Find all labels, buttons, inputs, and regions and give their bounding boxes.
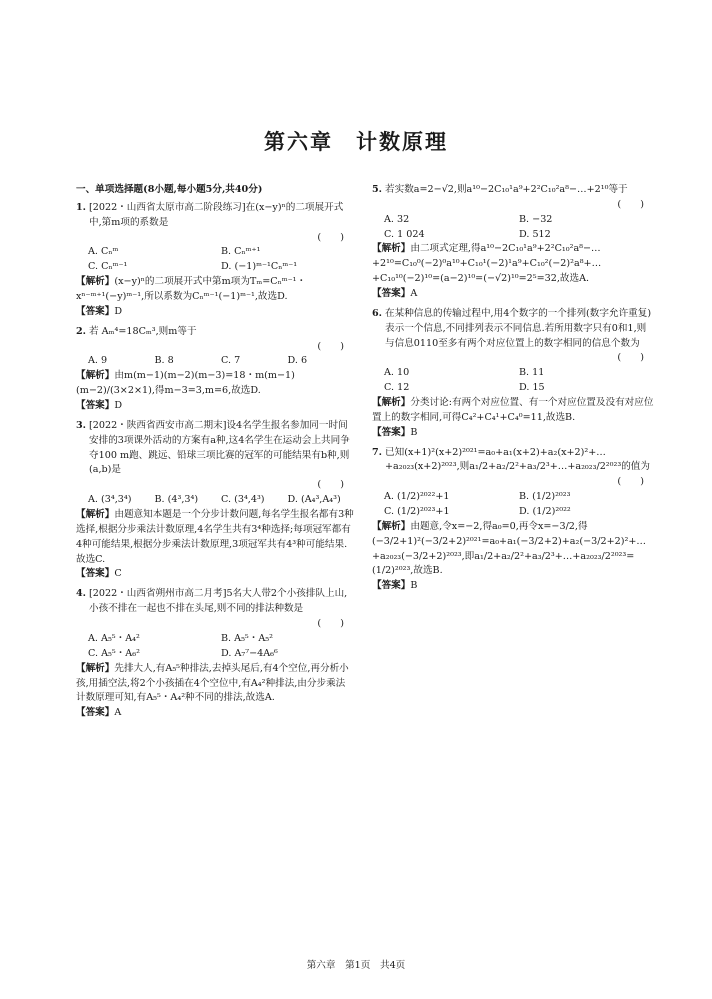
page-title: 第六章 计数原理 — [264, 129, 448, 154]
answer-value: D — [114, 305, 123, 317]
analysis-tag: 【解析】 — [372, 397, 411, 409]
question-number: 7. — [372, 446, 383, 458]
options — [372, 213, 654, 243]
question-number: 4. — [76, 588, 87, 600]
answer-tag: 【答案】 — [76, 400, 115, 412]
option-b: B. −32 — [519, 213, 553, 225]
options — [372, 490, 654, 520]
option-c: C. 12 — [384, 382, 410, 394]
section-heading: 一、单项选择题(8小题,每小题5分,共40分) — [76, 184, 263, 195]
answer-parentheses: ( ) — [317, 479, 344, 491]
answer-parentheses: ( ) — [317, 618, 344, 630]
question-stem: 已知(x+1)²(x+2)²⁰²¹=a₀+a₁(x+2)+a₂(x+2)²+…+a₂₀₂₃(x+2)²⁰²³,则a₁/2+a₂/2²+a₃/2³+…+a₂₀₂₃/2²⁰²³的值为 — [385, 446, 650, 473]
answer — [76, 706, 354, 721]
answer — [76, 305, 354, 320]
option-d: D. (A₄³,A₄³) — [287, 494, 341, 506]
options — [76, 245, 354, 275]
answer-value: A — [410, 288, 418, 300]
answer-parentheses: ( ) — [317, 231, 344, 243]
question-6 — [372, 307, 654, 441]
option-b: B. (4³,3⁴) — [154, 494, 199, 506]
analysis-text: 由m(m−1)(m−2)(m−3)=18・m(m−1)(m−2)/(3×2×1),得m−3=3,m=6,故选D. — [76, 370, 295, 397]
question-number: 6. — [372, 307, 383, 319]
analysis-tag: 【解析】 — [76, 370, 115, 382]
option-c: C. A₅⁵・A₆² — [88, 647, 140, 659]
page-footer: 第六章 第1页 共4页 — [306, 960, 406, 971]
analysis — [372, 396, 654, 426]
question-1 — [76, 201, 354, 320]
question-stem: [2022・陕西省西安市高二期末]设4名学生报名参加同一时间安排的3项课外活动的方案有a种,这4名学生在运动会上共同争夺100 m跑、跳远、铅球三项比赛的冠军的可能结果有b种,则(a,b)是 — [89, 419, 350, 476]
question-number: 2. — [76, 325, 87, 337]
analysis-text: 由二项式定理,得a¹⁰−2C₁₀¹a⁹+2²C₁₀²a⁸−…+2¹⁰=C₁₀⁰(−2)⁰a¹⁰+C₁₀¹(−2)¹a⁹+C₁₀²(−2)²a⁸+…+C₁₀¹⁰(−2)¹⁰=(a−2)¹⁰=(−√2)¹⁰=2⁵=32,故选A. — [372, 243, 602, 285]
option-b: B. 8 — [154, 355, 174, 367]
option-b: B. Cₙᵐ⁺¹ — [221, 246, 261, 258]
answer-parentheses: ( ) — [617, 352, 644, 364]
answer-parentheses: ( ) — [617, 476, 644, 488]
option-d: D. 512 — [519, 228, 551, 240]
answer-value: B — [410, 580, 418, 592]
question-3 — [76, 419, 354, 582]
options — [76, 632, 354, 662]
option-a: A. (3⁴,3⁴) — [88, 494, 132, 506]
question-4 — [76, 587, 354, 721]
options — [76, 493, 354, 508]
analysis-text: 由题意知本题是一个分步计数问题,每名学生报名都有3种选择,根据分步乘法计数原理,4名学生共有3⁴种选择;每项冠军都有4种可能结果,根据分步乘法计数原理,3项冠军共有4³种可能结果.故选C. — [76, 509, 354, 565]
question-number: 1. — [76, 201, 87, 213]
analysis-text: (x−y)ⁿ的二项展开式中第m项为Tₘ=Cₙᵐ⁻¹・xⁿ⁻ᵐ⁺¹(−y)ᵐ⁻¹,所以系数为Cₙᵐ⁻¹(−1)ᵐ⁻¹,故选D. — [76, 276, 307, 303]
analysis — [76, 369, 354, 399]
analysis-tag: 【解析】 — [372, 520, 411, 532]
analysis-text: 先排大人,有A₅⁵种排法,去掉头尾后,有4个空位,再分析小孩,用插空法,将2个小孩插在4个空位中,有A₄²种排法,由分步乘法计数原理可知,有A₅⁵・A₄²种不同的排法,故选A. — [76, 662, 349, 704]
analysis-tag: 【解析】 — [76, 662, 115, 674]
option-b: B. A₅⁵・A₅² — [221, 632, 273, 644]
right-column — [372, 183, 654, 599]
answer-tag: 【答案】 — [76, 305, 115, 317]
option-c: C. Cₙᵐ⁻¹ — [88, 261, 128, 273]
option-d: D. (−1)ᵐ⁻¹Cₙᵐ⁻¹ — [221, 261, 298, 273]
answer-value: D — [114, 400, 123, 412]
question-2 — [76, 325, 354, 414]
answer-tag: 【答案】 — [76, 707, 115, 719]
answer — [372, 579, 654, 594]
analysis-tag: 【解析】 — [76, 276, 115, 288]
option-c: C. 7 — [221, 355, 241, 367]
question-stem: 若实数a=2−√2,则a¹⁰−2C₁₀¹a⁹+2²C₁₀²a⁸−…+2¹⁰等于 — [385, 184, 628, 195]
answer-tag: 【答案】 — [76, 568, 115, 580]
answer-tag: 【答案】 — [372, 580, 411, 592]
option-a: A. Cₙᵐ — [88, 246, 119, 258]
analysis-text: 由题意,令x=−2,得a₀=0,再令x=−3/2,得(−3/2+1)²(−3/2+2)²⁰²¹=a₀+a₁(−3/2+2)+a₂(−3/2+2)²+…+a₂₀₂₃(−3/2+2)²⁰²³,即a₁/2+a₂/2²+a₃/2³+…+a₂₀₂₃/2²⁰²³=(1/2)²⁰²³,故选B. — [372, 520, 646, 577]
options — [76, 354, 354, 369]
question-stem: 若 Aₘ⁴=18Cₘ³,则m等于 — [89, 325, 197, 337]
analysis-tag: 【解析】 — [372, 243, 411, 255]
option-d: D. 15 — [519, 382, 545, 394]
question-7 — [372, 446, 654, 595]
question-stem: [2022・山西省朔州市高二月考]5名大人带2个小孩排队上山,小孩不排在一起也不排在头尾,则不同的排法种数是 — [89, 588, 348, 615]
left-column — [76, 183, 354, 726]
answer-value: A — [114, 707, 122, 719]
option-a: A. (1/2)²⁰²²+1 — [384, 491, 450, 503]
analysis-text: 分类讨论:有两个对应位置、有一个对应位置及没有对应位置上的数字相同,可得C₄²+C₄¹+C₄⁰=11,故选B. — [372, 397, 654, 423]
option-a: A. A₅⁵・A₄² — [88, 632, 140, 644]
option-d: D. (1/2)²⁰²² — [519, 506, 571, 518]
answer-tag: 【答案】 — [372, 426, 411, 438]
answer-tag: 【答案】 — [372, 288, 411, 300]
analysis — [76, 275, 354, 305]
option-b: B. 11 — [519, 367, 545, 379]
option-c: C. 1 024 — [384, 228, 425, 240]
options — [372, 366, 654, 396]
analysis — [76, 508, 354, 567]
question-5 — [372, 183, 654, 302]
question-stem: [2022・山西省太原市高二阶段练习]在(x−y)ⁿ的二项展开式中,第m项的系数是 — [89, 201, 344, 228]
answer-parentheses: ( ) — [317, 340, 344, 352]
option-c: C. (3⁴,4³) — [221, 494, 265, 506]
question-number: 3. — [76, 419, 87, 431]
answer-value: C — [114, 568, 122, 580]
option-a: A. 9 — [88, 355, 108, 367]
option-c: C. (1/2)²⁰²³+1 — [384, 506, 450, 518]
analysis — [76, 662, 354, 707]
option-b: B. (1/2)²⁰²³ — [519, 491, 571, 503]
answer — [372, 287, 654, 302]
answer-parentheses: ( ) — [617, 198, 644, 210]
question-number: 5. — [372, 184, 383, 195]
answer — [76, 567, 354, 582]
analysis — [372, 520, 654, 579]
question-stem: 在某种信息的传输过程中,用4个数字的一个排列(数字允许重复)表示一个信息,不同排列表示不同信息.若所用数字只有0和1,则与信息0110至多有两个对应位置上的数字相同的信息个数为 — [385, 307, 652, 349]
option-a: A. 32 — [384, 213, 410, 225]
answer — [76, 399, 354, 414]
option-d: D. 6 — [287, 355, 308, 367]
answer — [372, 426, 654, 441]
analysis — [372, 242, 654, 287]
option-a: A. 10 — [384, 367, 410, 379]
analysis-tag: 【解析】 — [76, 509, 115, 521]
answer-value: B — [410, 426, 418, 438]
option-d: D. A₇⁷−4A₆⁶ — [221, 647, 278, 659]
